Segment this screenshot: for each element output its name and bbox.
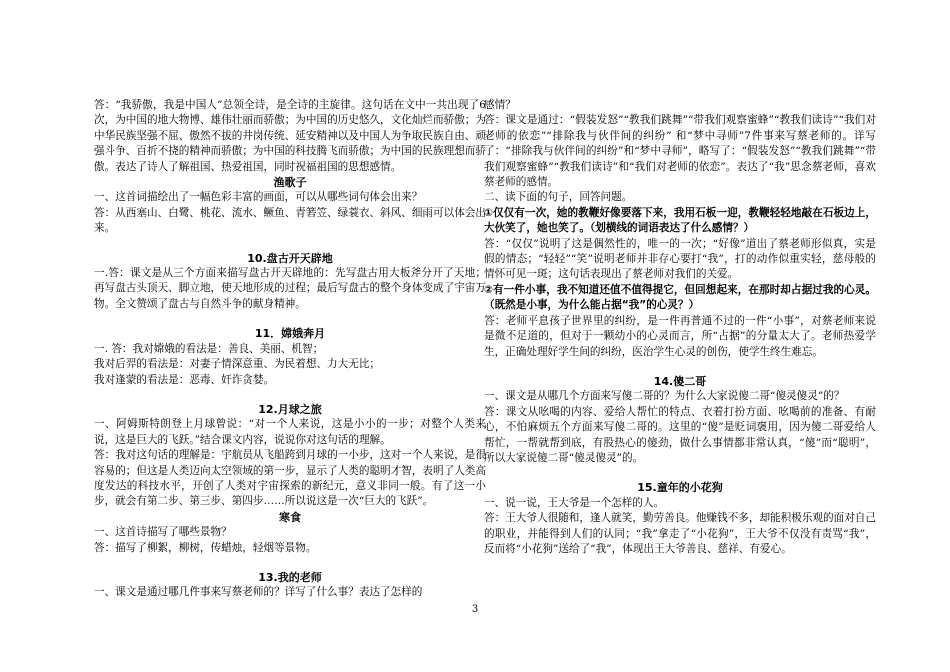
sentence-2: ②有一件小事，我不知道还值不值得提它，但回想起来，在那时却占据过我的心灵。（既然是小事，为什么能占据“我”的心灵？）: [484, 283, 876, 312]
dog-question: 一、说一说，王大爷是一个怎样的人。: [484, 496, 665, 509]
teacher-question-2: 二、读下面的句子，回答问题。: [484, 191, 633, 204]
heading-moon: 12.月球之旅: [258, 402, 322, 416]
teacher-question-cont: 感情？: [484, 99, 516, 111]
yugezi-answer: 答：从西塞山、白鹭、桃花、流水、鳜鱼、青箬笠、绿蓑衣、斜风、细雨可以体会出来。: [94, 206, 486, 235]
right-column: [484, 98, 876, 557]
teacher-answer: 答：课文是通过：“假装发怒”“教我们跳舞”“带我们观察蜜蜂”“教我们读诗”“我们对老师的依恋”“排除我与伙伴间的纠纷” 和“梦中寻师”7件事来写蔡老师的。详写了：“排除我与伙伴间的纠纷”和“梦中寻师”，略写了：“假装发怒”“教我们跳舞”“带我们观察蜜蜂”“教我们读诗”和“我们对老师的依恋”。表达了“我”思念蔡老师，喜欢蔡老师的感情。: [484, 114, 876, 189]
dog-answer: 答：王大爷人很随和，逢人就笑，勤劳善良。他赚钱不多，却能积极乐观的面对自己的职业，并能得到人们的认同；“我”拿走了“小花狗”，王大爷不仅没有责骂“我”，反而将“小花狗”送给了“我”，体现出王大爷善良、慈祥、有爱心。: [484, 512, 876, 555]
change-answer-1: 一. 答：我对嫦娥的看法是：善良、美丽、机智；: [94, 342, 324, 355]
left-column: [94, 98, 486, 601]
change-answer-2: 我对后羿的看法是：对妻子情深意重、为民着想、力大无比；: [94, 358, 381, 371]
yugezi-question: 一、这首词描绘出了一幅色彩丰富的画面，可以从哪些词句体会出来？: [94, 191, 423, 204]
heading-dog: 15.童年的小花狗: [637, 481, 723, 495]
heading-teacher: 13.我的老师: [258, 570, 322, 584]
er-answer: 答：课文从吆喝的内容、爱给人帮忙的特点、衣着打扮方面、吆喝前的准备、有耐心，不怕麻烦五个方面来写傻二哥的。这里的“傻”是贬词褒用，因为傻二哥爱给人帮忙，一帮就帮到底，有股热心的傻劲，做什么事情都非常认真，“傻”而“聪明”，所以大家说傻二哥“傻灵傻灵”的。: [484, 405, 876, 464]
page-number: 3: [471, 604, 479, 615]
sentence-1-answer: 答：“仅仅”说明了这是偶然性的，唯一的一次；“好像”道出了蔡老师形似真，实是假的情态；“轻轻”“笑”说明老师并非存心要打“我”，打的动作似重实轻，慈母般的情怀可见一斑；这句话表现出了蔡老师对我们的关爱。: [484, 237, 876, 281]
sentence-1: ①仅仅有一次，她的教鞭好像要落下来，我用石板一迎，教鞭轻轻地敲在石板边上，大伙笑了，她也笑了。（划横线的词语表达了什么感情？）: [484, 206, 876, 235]
heading-change: 11．嫦娥奔月: [254, 327, 326, 341]
moon-question: 一、阿姆斯特朗登上月球曾说：“对一个人来说，这是小小的一步；对整个人类来说，这是巨大的飞跃。”结合课文内容，说说你对这句话的理解。: [94, 418, 486, 446]
change-answer-3: 我对逢蒙的看法是：恶毒、奸诈贪婪。: [94, 373, 275, 386]
hanshi-answer: 答：描写了柳絮，柳树，传蜡烛，轻烟等景物。: [94, 541, 317, 554]
pangu-answer: 一.答：课文是从三个方面来描写盘古开天辟地的：先写盘古用大板斧分开了天地；再写盘古头顶天、脚立地，使天地形成的过程；最后写盘古的整个身体变成了宇宙万物。全文赞颂了盘古与自然斗争的献身精神。: [94, 267, 486, 310]
heading-hanshi: 寒食: [279, 510, 301, 524]
intro-answer: 答：“我骄傲，我是中国人”总领全诗，是全诗的主旋律。这句话在文中一共出现了6次，为中国的地大物博、雄伟壮丽而骄傲；为中国的历史悠久，文化灿烂而骄傲；为中华民族坚强不屈、傲然不拔的井岗传统、延安精神以及中国人为争取民族自由、顽强斗争、百折不挠的精神而骄傲；为中国的科技腾飞而骄傲；为中国的民族理想而骄傲。表达了诗人了解祖国、热爱祖国，同时祝福祖国的思想感情。: [94, 99, 486, 173]
er-question: 一、课文是从哪几个方面来写傻二哥的？为什么大家说傻二哥“傻灵傻灵”的？: [484, 390, 845, 403]
heading-yugezi: 渔歌子: [273, 176, 307, 190]
sentence-2-answer: 答：老师平息孩子世界里的纠纷，是一件再普通不过的一件“小事”，对蔡老师来说是微不足道的，但对于一颗幼小的心灵而言，所“占据”的分量太大了。老师热爱学生，正确处理好学生间的纠纷，医治学生心灵的创伤，使学生终生难忘。: [484, 314, 876, 358]
heading-er: 14.傻二哥: [653, 374, 707, 388]
heading-pangu: 10.盘古开天辟地: [247, 251, 333, 265]
teacher-question: 一、课文是通过哪几件事来写蔡老师的？详写了什么事？表达了怎样的: [94, 586, 423, 599]
hanshi-question: 一、这首诗描写了哪些景物？: [94, 526, 232, 539]
moon-answer: 答：我对这句话的理解是：宇航员从飞船跨到月球的一小步，这对一个人来说，是很容易的；但这是人类迈向太空领域的第一步，显示了人类的聪明才智，表明了人类高度发达的科技水平，开创了人类对宇宙探索的新纪元，意义非同一般。有了这一小步，就会有第二步、第三步、第四步……所以说这是一次“巨大的飞跃”。: [94, 449, 486, 508]
